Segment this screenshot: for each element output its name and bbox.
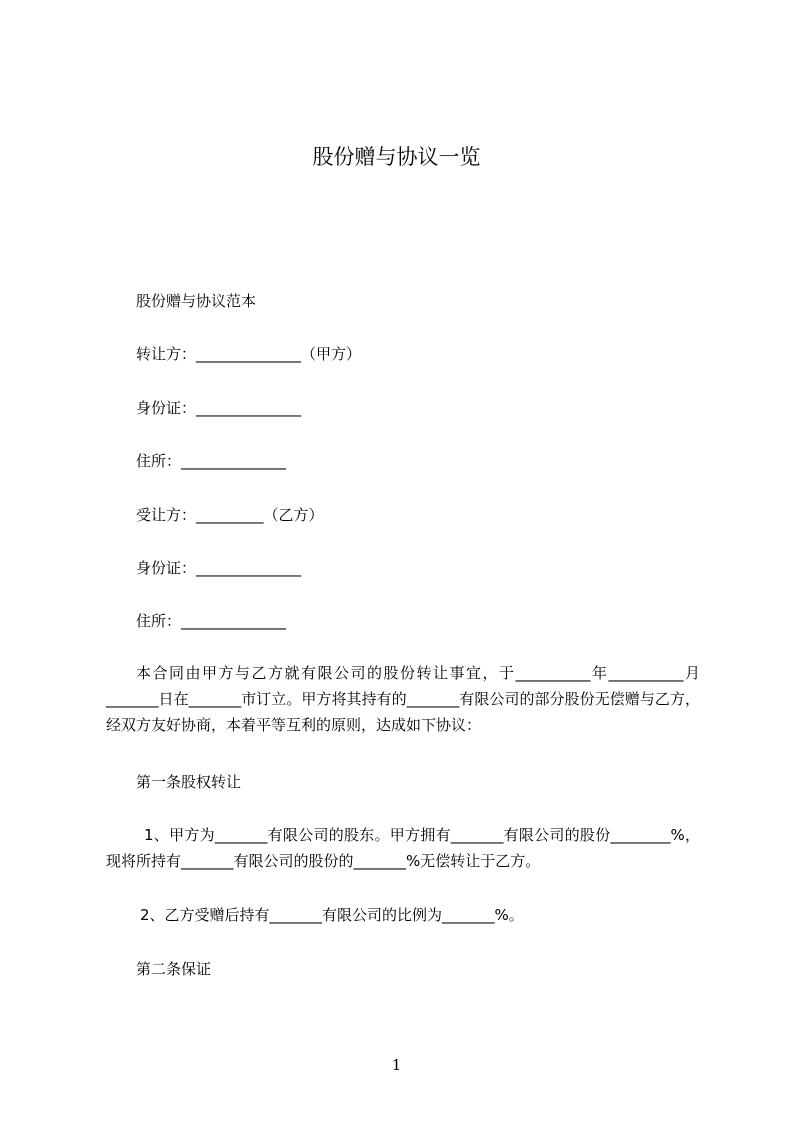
article2-heading: 第二条保证 [136,960,212,978]
article1-clause1: 1、甲方为_______有限公司的股东。甲方拥有_______有限公司的股份________%，现将所持有_______有限公司的股份的_______%无偿转让于乙方。 [106,826,700,870]
article1-clause2: 2、乙方受赠后持有_______有限公司的比例为_______%。 [140,906,524,924]
page-number: 1 [391,1056,402,1074]
transferee-line: 受让方：_________（乙方） [136,506,324,524]
intro-paragraph: 本合同由甲方与乙方就有限公司的股份转让事宜，于__________年__________月_______日在_______市订立。甲方将其持有的_______有限公司的部分股份无偿赠与乙方，经双方友好协商，本着平等互利的原则，达成如下协议： [106,664,700,734]
transferor-id-line: 身份证：______________ [136,399,302,417]
transferor-address-line: 住所：______________ [136,452,287,470]
transferee-id-line: 身份证：______________ [136,559,302,577]
transferee-address-line: 住所：______________ [136,612,287,630]
document-subtitle: 股份赠与协议范本 [136,292,257,310]
document-title: 股份赠与协议一览 [312,145,481,169]
transferor-line: 转让方：______________（甲方） [136,345,362,363]
article1-heading: 第一条股权转让 [136,773,242,791]
